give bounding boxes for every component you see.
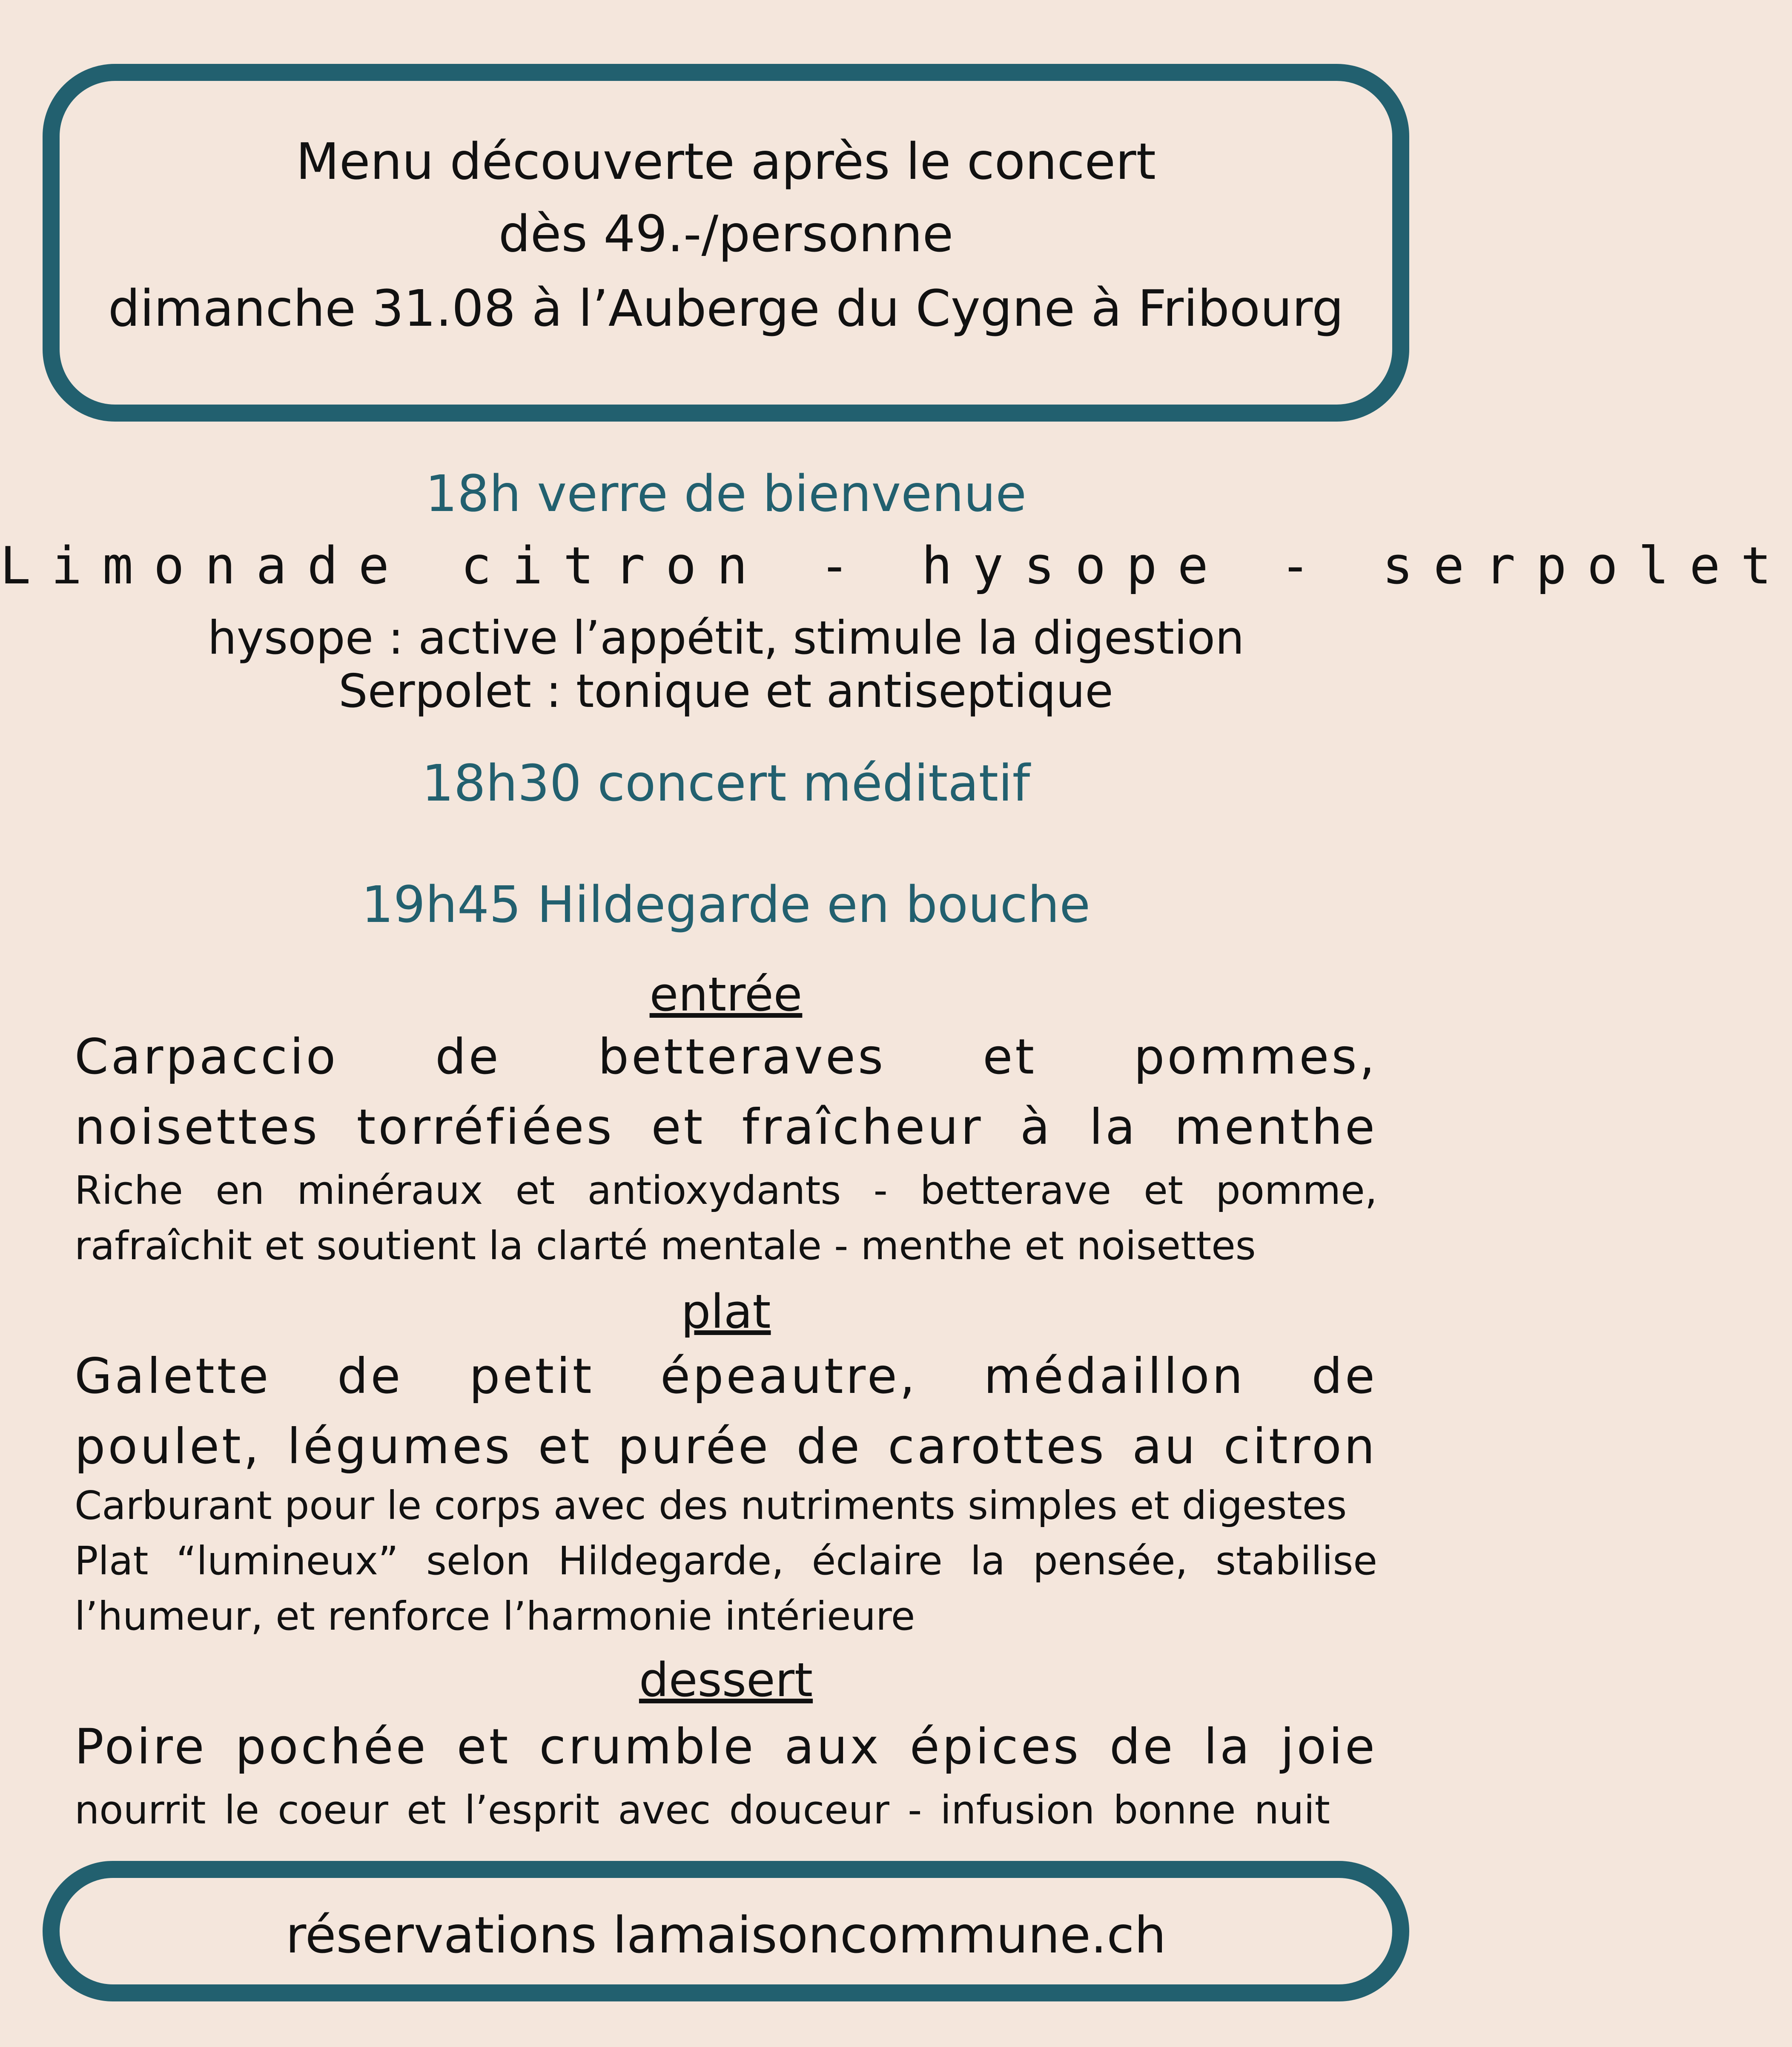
starter-dish-line2: noisettes torréfiées et fraîcheur à la menthe bbox=[75, 1099, 1377, 1155]
main-section-label: plat bbox=[681, 1284, 771, 1339]
main-dish-line2: poulet, légumes et purée de carottes au citron bbox=[75, 1418, 1377, 1475]
welcome-note-serpolet: Serpolet : tonique et antiseptique bbox=[338, 665, 1113, 718]
starter-note-line1: Riche en minéraux et antioxydants - betterave et pomme, bbox=[75, 1168, 1377, 1213]
main-note-line2: Plat “lumineux” selon Hildegarde, éclaire la pensée, stabilise bbox=[75, 1538, 1377, 1584]
starter-note-line2: rafraîchit et soutient la clarté mentale - menthe et noisettes bbox=[75, 1223, 1256, 1269]
event-date-location: dimanche 31.08 à l’Auberge du Cygne à Fribourg bbox=[108, 279, 1344, 338]
welcome-time-heading: 18h verre de bienvenue bbox=[425, 464, 1027, 523]
menu-price: dès 49.-/personne bbox=[498, 204, 954, 263]
welcome-note-hysope: hysope : active l’appétit, stimule la digestion bbox=[207, 612, 1244, 665]
main-note-line1: Carburant pour le corps avec des nutriments simples et digestes bbox=[75, 1483, 1347, 1528]
welcome-drink: Limonade citron - hysope - serpolet bbox=[0, 537, 1792, 596]
dessert-dish-line1: Poire pochée et crumble aux épices de la joie bbox=[75, 1718, 1377, 1775]
reservation-link[interactable]: réservations lamaisoncommune.ch bbox=[285, 1906, 1167, 1964]
dinner-time-heading: 19h45 Hildegarde en bouche bbox=[361, 875, 1091, 934]
concert-time-heading: 18h30 concert méditatif bbox=[421, 754, 1030, 812]
main-note-line3: l’humeur, et renforce l’harmonie intérieure bbox=[75, 1593, 915, 1639]
starter-section-label: entrée bbox=[649, 967, 803, 1022]
menu-title: Menu découverte après le concert bbox=[296, 132, 1156, 191]
dessert-note-line1: nourrit le coeur et l’esprit avec douceur - infusion bonne nuit bbox=[75, 1787, 1330, 1833]
starter-dish-line1: Carpaccio de betteraves et pommes, bbox=[75, 1028, 1377, 1085]
dessert-section-label: dessert bbox=[639, 1653, 813, 1707]
main-dish-line1: Galette de petit épeautre, médaillon de bbox=[75, 1348, 1377, 1404]
